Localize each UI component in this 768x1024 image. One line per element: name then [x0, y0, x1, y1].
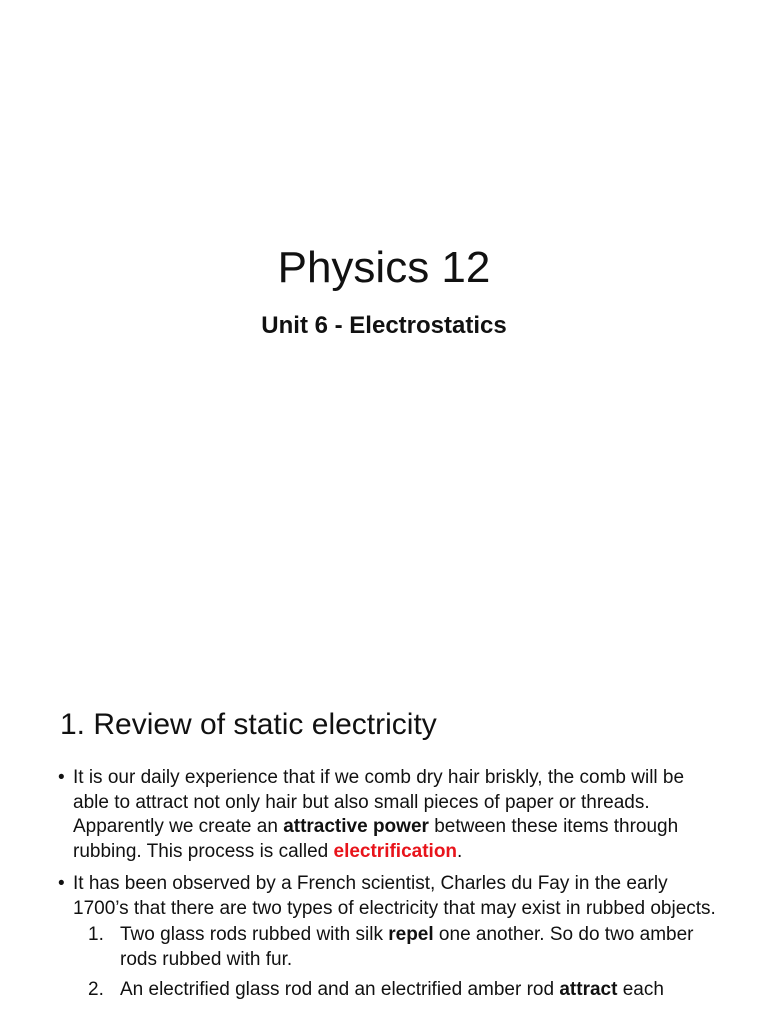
bullet-text: It is our daily experience that if we comb dry hair briskly, the comb will be able to attract not only hair but also small pieces of paper or threads. Apparently we create an: [73, 767, 685, 837]
list-item-text: each: [617, 979, 664, 1000]
bullet-item-electrification: [58, 766, 718, 864]
bold-term-repel: repel: [388, 924, 434, 945]
content-slide: [0, 660, 768, 1024]
bold-term-attract: attract: [559, 979, 618, 1000]
bullet-dot-icon: •: [58, 767, 65, 788]
list-item-text: Two glass rods rubbed with silk: [120, 924, 389, 945]
bullet-text: between these items through rubbing. This process is called: [73, 816, 679, 862]
bullet-text: It has been observed by a French scientist, Charles du Fay in the early 1700’s that there are two types of electricity that may exist in rubbed objects.: [73, 873, 716, 919]
bold-term-attractive-power: attractive power: [283, 816, 429, 837]
bullet-text: .: [457, 840, 463, 862]
bullet-item-du-fay: [58, 872, 718, 1003]
list-item-repel: [73, 923, 718, 972]
bullet-dot-icon: •: [58, 873, 65, 894]
bullet-list: [58, 766, 718, 1011]
list-number: 1.: [88, 924, 104, 945]
list-item-text: An electrified glass rod and an electrified amber rod: [120, 979, 560, 1000]
slide-title: Physics 12: [277, 243, 491, 292]
list-item-text: one another. So do two amber rods rubbed with fur.: [120, 924, 694, 970]
list-item-attract: [73, 978, 718, 1003]
highlight-term-electrification: electrification: [333, 840, 458, 862]
section-heading: 1. Review of static electricity: [60, 708, 437, 741]
numbered-list: [73, 923, 718, 1003]
slide-subtitle: Unit 6 - Electrostatics: [261, 312, 507, 339]
list-number: 2.: [88, 979, 104, 1000]
